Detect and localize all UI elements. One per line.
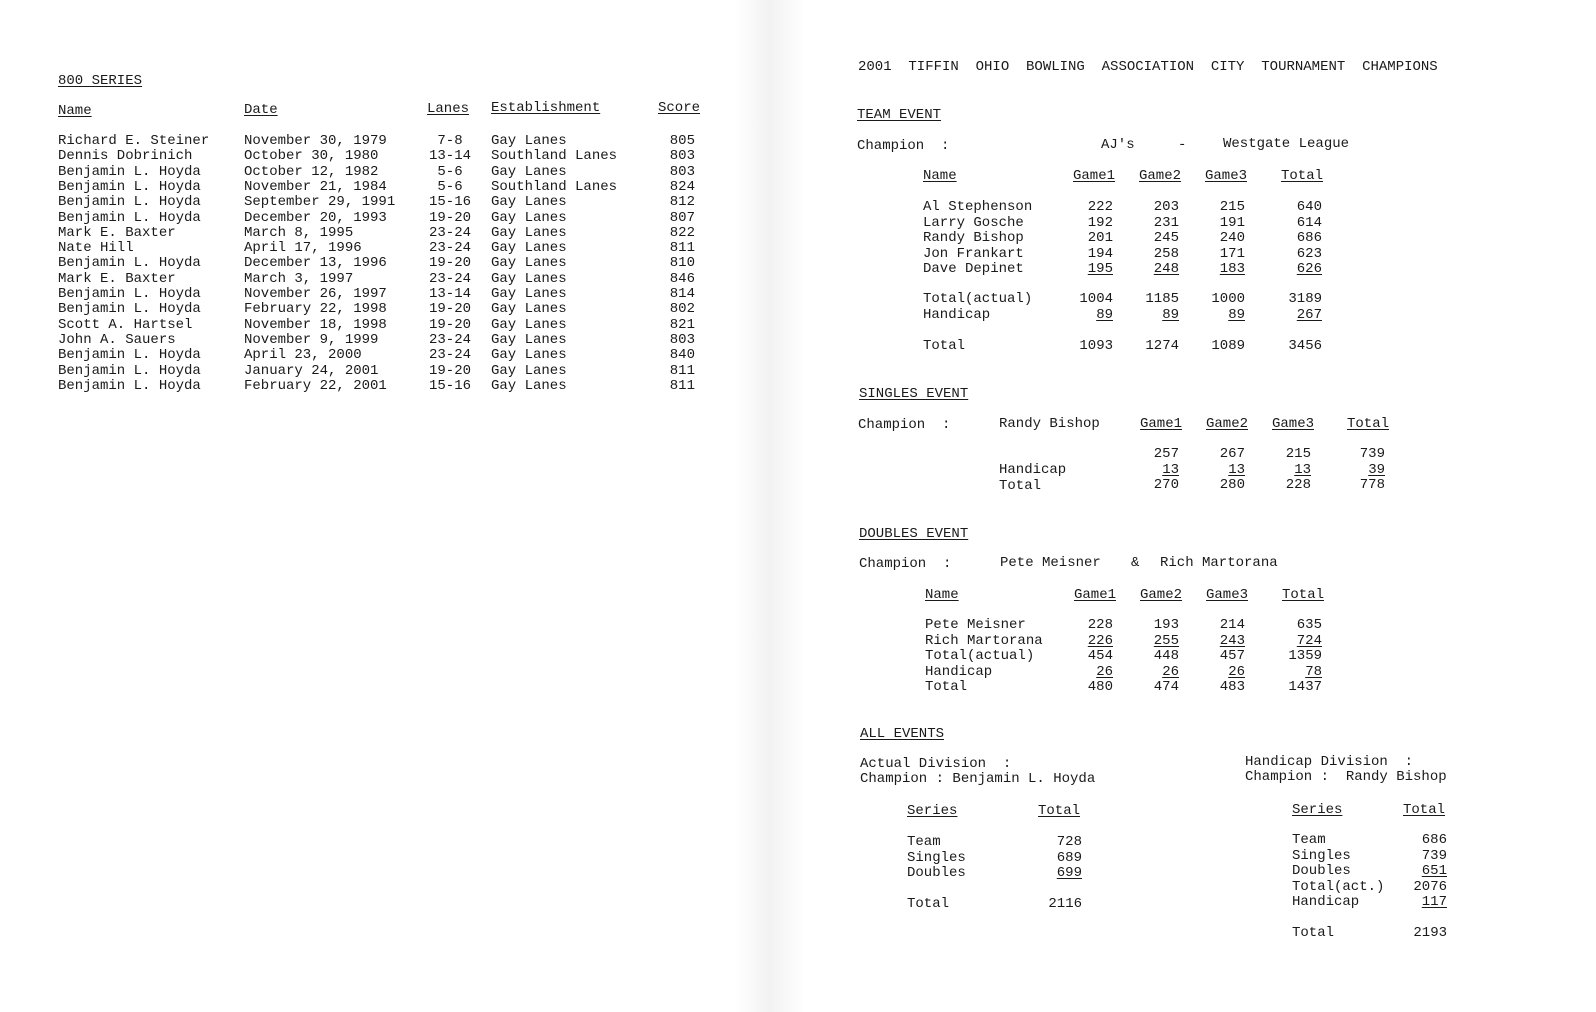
doubles-game1: 26: [1096, 663, 1113, 680]
team-game2: 1185: [1145, 291, 1179, 307]
team-member-name: Larry Gosche: [923, 214, 1024, 231]
bowler-name: Richard E. Steiner: [58, 133, 210, 149]
doubles-col-game3: Game3: [1206, 587, 1249, 603]
bowler-name: Benjamin L. Hoyda: [58, 377, 201, 394]
series-establishment: Gay Lanes: [491, 316, 567, 333]
team-total: 623: [1296, 245, 1322, 262]
singles-game1: 270: [1153, 477, 1179, 493]
series-score: 811: [669, 377, 695, 394]
actual-col-total: Total: [1038, 803, 1081, 819]
series-date: November 26, 1997: [244, 286, 387, 302]
team-game1: 195: [1087, 261, 1113, 277]
team-game3: 240: [1219, 230, 1245, 246]
series-date: November 18, 1998: [244, 316, 387, 333]
team-game3: 191: [1219, 214, 1245, 231]
team-total: 686: [1296, 230, 1322, 246]
doubles-game2: 448: [1153, 648, 1179, 664]
doubles-ampersand: &: [1131, 555, 1140, 571]
bowler-name: Benjamin L. Hoyda: [58, 163, 201, 180]
series-establishment: Gay Lanes: [491, 377, 567, 394]
team-game2: 89: [1162, 307, 1179, 323]
series-score: 821: [669, 316, 695, 333]
singles-total: 39: [1368, 462, 1385, 478]
singles-game3: 215: [1285, 446, 1311, 462]
series-score: 814: [669, 286, 695, 302]
team-game2: 1274: [1145, 338, 1179, 354]
doubles-col-name: Name: [925, 587, 959, 603]
actual-grand-total: 2116: [1048, 896, 1082, 912]
doubles-game2: 255: [1153, 632, 1179, 649]
team-champion-label: Champion :: [857, 138, 950, 154]
handicap-col-series: Series: [1292, 802, 1343, 818]
series-establishment: Southland Lanes: [491, 178, 618, 195]
doubles-total: 1359: [1288, 648, 1322, 664]
doubles-game2: 26: [1162, 663, 1179, 680]
series-date: October 30, 1980: [244, 148, 379, 165]
team-game3: 89: [1228, 307, 1245, 323]
handicap-division-label: Handicap Division :: [1245, 754, 1414, 770]
team-dash: -: [1178, 137, 1187, 153]
series-establishment: Gay Lanes: [491, 209, 567, 226]
singles-total: 739: [1359, 446, 1385, 462]
team-member-name: Dave Depinet: [923, 261, 1024, 277]
col-header-date: Date: [244, 102, 278, 118]
team-total: 614: [1296, 214, 1322, 231]
series-date: March 3, 1997: [244, 270, 354, 287]
series-date: October 12, 1982: [244, 163, 379, 180]
page-gutter: [735, 0, 805, 1012]
bowler-name: Benjamin L. Hoyda: [58, 286, 201, 302]
col-header-lanes: Lanes: [427, 101, 470, 117]
singles-col-game2: Game2: [1206, 416, 1249, 432]
series-lanes: 15-16: [428, 194, 471, 211]
handicap-grand-total: 2193: [1413, 925, 1447, 941]
series-date: December 20, 1993: [244, 209, 387, 226]
team-total-label: Total: [923, 338, 966, 354]
series-establishment: Gay Lanes: [491, 163, 567, 180]
series-lanes: 5-6: [437, 178, 463, 195]
team-total: 626: [1296, 261, 1322, 277]
doubles-game3: 26: [1228, 663, 1245, 680]
bowler-name: Scott A. Hartsel: [58, 316, 193, 333]
series-lanes: 13-14: [428, 286, 471, 302]
series-establishment: Gay Lanes: [491, 270, 567, 287]
doubles-game2: 474: [1153, 679, 1179, 695]
bowler-name: Benjamin L. Hoyda: [58, 347, 201, 364]
series-title: 800 SERIES: [58, 73, 143, 89]
singles-champion-name: Randy Bishop: [999, 416, 1100, 432]
actual-series-name: Doubles: [907, 865, 966, 881]
series-lanes: 19-20: [428, 255, 471, 272]
bowler-name: Mark E. Baxter: [58, 270, 176, 287]
doubles-total: 1437: [1288, 679, 1322, 695]
team-game3: 1089: [1211, 338, 1245, 354]
doubles-game1: 480: [1087, 679, 1113, 695]
doubles-game3: 457: [1219, 648, 1245, 664]
actual-series-total: 689: [1056, 849, 1082, 866]
series-score: 812: [669, 194, 695, 211]
team-col-total: Total: [1281, 168, 1324, 184]
col-header-name: Name: [58, 103, 92, 119]
handicap-series-name: Singles: [1292, 847, 1351, 864]
bowler-name: Benjamin L. Hoyda: [58, 209, 201, 226]
team-game1: 194: [1087, 245, 1113, 262]
doubles-col-game2: Game2: [1140, 587, 1183, 603]
handicap-series-name: Total(act.): [1292, 878, 1385, 895]
series-score: 802: [669, 301, 695, 318]
team-member-name: Al Stephenson: [923, 199, 1033, 215]
team-name: AJ's: [1101, 137, 1135, 153]
series-date: December 13, 1996: [244, 255, 387, 272]
singles-total-label: Total: [999, 478, 1042, 494]
doubles-champion-label: Champion :: [859, 556, 952, 572]
actual-series-name: Team: [907, 834, 941, 850]
series-date: March 8, 1995: [244, 224, 354, 241]
series-score: 803: [669, 331, 695, 348]
col-header-establishment: Establishment: [491, 100, 601, 116]
series-lanes: 7-8: [437, 133, 463, 149]
series-lanes: 23-24: [428, 331, 471, 348]
team-member-name: Randy Bishop: [923, 230, 1024, 246]
series-establishment: Gay Lanes: [491, 362, 567, 379]
series-score: 810: [669, 255, 695, 272]
series-establishment: Gay Lanes: [491, 301, 567, 318]
handicap-grand-total-label: Total: [1292, 925, 1335, 941]
doubles-col-game1: Game1: [1074, 587, 1117, 603]
series-establishment: Gay Lanes: [491, 347, 567, 364]
team-col-game2: Game2: [1139, 168, 1182, 184]
bowler-name: Dennis Dobrinich: [58, 148, 193, 165]
singles-col-total: Total: [1347, 416, 1390, 432]
bowler-name: Mark E. Baxter: [58, 224, 176, 241]
bowler-name: Benjamin L. Hoyda: [58, 301, 201, 318]
series-lanes: 23-24: [428, 347, 471, 364]
team-game3: 215: [1219, 199, 1245, 215]
series-date: November 21, 1984: [244, 178, 387, 195]
series-lanes: 23-24: [428, 224, 471, 241]
page-title: 2001 TIFFIN OHIO BOWLING ASSOCIATION CITY TOURNAMENT CHAMPIONS: [858, 59, 1438, 75]
actual-division-champion: Champion : Benjamin L. Hoyda: [860, 771, 1096, 787]
bowler-name: Benjamin L. Hoyda: [58, 255, 201, 272]
series-establishment: Gay Lanes: [491, 224, 567, 241]
team-actual-label: Total(actual): [923, 291, 1033, 307]
doubles-game1: 454: [1087, 648, 1113, 664]
series-establishment: Gay Lanes: [491, 240, 567, 257]
handicap-series-total: 2076: [1413, 878, 1447, 895]
team-game2: 248: [1153, 261, 1179, 277]
team-game1: 192: [1087, 214, 1113, 231]
team-col-game1: Game1: [1073, 168, 1116, 184]
team-col-game3: Game3: [1205, 168, 1248, 184]
handicap-col-total: Total: [1403, 802, 1446, 818]
series-lanes: 5-6: [437, 163, 463, 180]
series-lanes: 23-24: [428, 240, 471, 257]
singles-game2: 13: [1228, 462, 1245, 478]
team-total: 267: [1296, 307, 1322, 323]
series-establishment: Gay Lanes: [491, 194, 567, 211]
doubles-game3: 243: [1219, 632, 1245, 649]
doubles-game3: 483: [1219, 679, 1245, 695]
doubles-total: 724: [1296, 632, 1322, 649]
singles-event-heading: SINGLES EVENT: [859, 386, 969, 402]
series-lanes: 15-16: [428, 377, 471, 394]
actual-col-series: Series: [907, 803, 958, 819]
singles-game2: 280: [1219, 477, 1245, 493]
team-event-heading: TEAM EVENT: [857, 107, 942, 123]
series-lanes: 19-20: [428, 301, 471, 318]
singles-game2: 267: [1219, 446, 1245, 462]
actual-grand-total-label: Total: [907, 896, 950, 912]
singles-total: 778: [1359, 477, 1385, 493]
singles-col-game1: Game1: [1140, 416, 1183, 432]
series-score: 824: [669, 178, 695, 195]
team-total: 640: [1296, 199, 1322, 215]
doubles-total: 78: [1305, 663, 1322, 680]
team-game1: 1093: [1079, 338, 1113, 354]
team-handicap-label: Handicap: [923, 307, 991, 323]
team-game3: 183: [1219, 261, 1245, 277]
doubles-row-label: Total: [925, 679, 968, 695]
series-score: 811: [669, 362, 695, 379]
team-game2: 231: [1153, 214, 1179, 231]
series-score: 846: [669, 270, 695, 287]
doubles-event-heading: DOUBLES EVENT: [859, 526, 969, 542]
team-game1: 222: [1087, 199, 1113, 215]
series-score: 803: [669, 148, 695, 165]
series-score: 805: [669, 133, 695, 149]
col-header-score: Score: [658, 100, 701, 116]
singles-game3: 13: [1294, 462, 1311, 478]
handicap-series-total: 651: [1421, 863, 1447, 879]
team-member-name: Jon Frankart: [923, 245, 1024, 262]
series-establishment: Gay Lanes: [491, 331, 567, 348]
bowler-name: Benjamin L. Hoyda: [58, 194, 201, 211]
team-game2: 203: [1153, 199, 1179, 215]
series-date: February 22, 1998: [244, 301, 387, 318]
actual-series-total: 728: [1056, 834, 1082, 850]
doubles-row-label: Pete Meisner: [925, 617, 1026, 633]
series-score: 822: [669, 224, 695, 241]
doubles-total: 635: [1296, 617, 1322, 633]
team-game2: 258: [1153, 245, 1179, 262]
doubles-row-label: Total(actual): [925, 648, 1035, 664]
bowler-name: John A. Sauers: [58, 331, 176, 348]
handicap-series-name: Handicap: [1292, 894, 1360, 910]
team-game1: 89: [1096, 307, 1113, 323]
series-date: November 9, 1999: [244, 331, 379, 348]
series-establishment: Southland Lanes: [491, 148, 618, 165]
doubles-row-label: Handicap: [925, 663, 993, 680]
actual-series-total: 699: [1056, 865, 1082, 881]
singles-handicap-label: Handicap: [999, 462, 1067, 478]
series-date: January 24, 2001: [244, 362, 379, 379]
doubles-game1: 226: [1087, 632, 1113, 649]
bowler-name: Nate Hill: [58, 240, 134, 257]
series-score: 811: [669, 240, 695, 257]
team-game1: 201: [1087, 230, 1113, 246]
doubles-row-label: Rich Martorana: [925, 632, 1043, 649]
handicap-division-champion: Champion : Randy Bishop: [1245, 769, 1447, 785]
doubles-game3: 214: [1219, 617, 1245, 633]
series-establishment: Gay Lanes: [491, 255, 567, 272]
all-events-heading: ALL EVENTS: [860, 726, 945, 742]
singles-champion-label: Champion :: [858, 417, 951, 433]
team-col-name: Name: [923, 168, 957, 184]
singles-game1: 13: [1162, 462, 1179, 478]
bowler-name: Benjamin L. Hoyda: [58, 178, 201, 195]
handicap-series-total: 686: [1421, 832, 1447, 848]
series-score: 803: [669, 163, 695, 180]
team-total: 3189: [1288, 291, 1322, 307]
doubles-col-total: Total: [1282, 587, 1325, 603]
series-date: April 23, 2000: [244, 347, 362, 364]
team-game3: 171: [1219, 245, 1245, 262]
series-establishment: Gay Lanes: [491, 133, 567, 149]
singles-game3: 228: [1285, 477, 1311, 493]
handicap-series-total: 739: [1421, 847, 1447, 864]
series-date: February 22, 2001: [244, 377, 387, 394]
doubles-game2: 193: [1153, 617, 1179, 633]
series-score: 840: [669, 347, 695, 364]
series-lanes: 19-20: [428, 362, 471, 379]
team-league: Westgate League: [1223, 136, 1350, 152]
bowler-name: Benjamin L. Hoyda: [58, 362, 201, 379]
singles-col-game3: Game3: [1272, 416, 1315, 432]
series-score: 807: [669, 209, 695, 226]
series-date: November 30, 1979: [244, 133, 387, 149]
team-game3: 1000: [1211, 291, 1245, 307]
team-game1: 1004: [1079, 291, 1113, 307]
team-total: 3456: [1288, 338, 1322, 354]
series-establishment: Gay Lanes: [491, 286, 567, 302]
actual-series-name: Singles: [907, 849, 966, 866]
handicap-series-name: Doubles: [1292, 863, 1351, 879]
handicap-series-name: Team: [1292, 832, 1326, 848]
handicap-series-total: 117: [1421, 894, 1447, 910]
doubles-champion-b: Rich Martorana: [1160, 555, 1278, 571]
series-lanes: 19-20: [428, 209, 471, 226]
doubles-champion-a: Pete Meisner: [1000, 555, 1101, 571]
series-lanes: 19-20: [428, 316, 471, 333]
team-game2: 245: [1153, 230, 1179, 246]
singles-game1: 257: [1153, 446, 1179, 462]
series-date: September 29, 1991: [244, 194, 396, 211]
series-date: April 17, 1996: [244, 240, 362, 257]
series-lanes: 23-24: [428, 270, 471, 287]
actual-division-label: Actual Division :: [860, 756, 1012, 772]
doubles-game1: 228: [1087, 617, 1113, 633]
series-lanes: 13-14: [428, 148, 471, 165]
